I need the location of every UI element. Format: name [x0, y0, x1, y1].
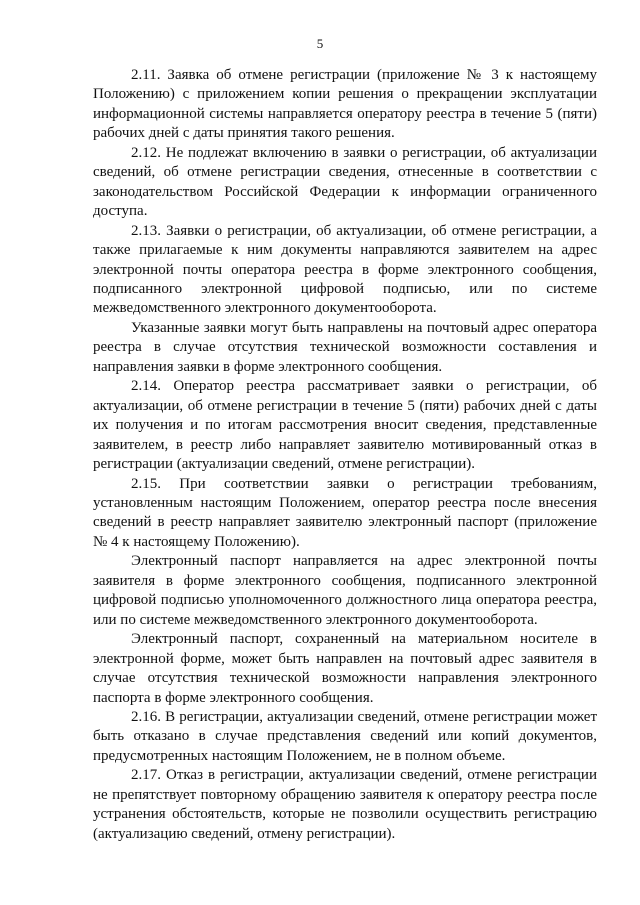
- paragraph-2-15-passport-media: Электронный паспорт, сохраненный на материальном носителе в электронной форме, может быть направлен на почтовый адрес заявителя в случае отсутствия технической возможности направления электронного паспорта в форме электронного сообщения.: [93, 631, 597, 706]
- paragraph-2-14: 2.14. Оператор реестра рассматривает заявки о регистрации, об актуализации, об отмене регистрации в течение 5 (пяти) рабочих дней с даты их получения и по итогам рассмотрения вносит сведения, представленные заявителем, в реестр либо направляет заявителю мотивированный отказ в регистрации (актуализации сведений, отмене регистрации).: [93, 378, 597, 473]
- paragraph-2-16: 2.16. В регистрации, актуализации сведений, отмене регистрации может быть отказано в случае представления сведений или копий документов, предусмотренных настоящим Положением, не в полном объеме.: [93, 708, 597, 764]
- document-body: [93, 66, 597, 844]
- paragraph-2-15-passport-delivery: Электронный паспорт направляется на адрес электронной почты заявителя в форме электронного сообщения, подписанного электронной цифровой подписью уполномоченного должностного лица оператора реестра, или по системе межведомственного электронного документооборота.: [93, 553, 597, 628]
- paragraph-2-12: 2.12. Не подлежат включению в заявки о регистрации, об актуализации сведений, об отмене регистрации сведения, отнесенные в соответствии с законодательством Российской Федерации к информации ограниченного доступа.: [93, 144, 597, 220]
- paragraph-2-11: 2.11. Заявка об отмене регистрации (приложение № 3 к настоящему Положению) с приложением копии решения о прекращении эксплуатации информационной системы направляется оператору реестра в течение 5 (пяти) рабочих дней с даты принятия такого решения.: [93, 67, 597, 142]
- page-number: 5: [316, 36, 324, 51]
- paragraph-2-17: 2.17. Отказ в регистрации, актуализации сведений, отмене регистрации не препятствует повторному обращению заявителя к оператору реестра после устранения обстоятельств, которые не позволили осуществить регистрацию (актуализацию сведений, отмену регистрации).: [93, 767, 597, 842]
- paragraph-2-15: 2.15. При соответствии заявки о регистрации требованиям, установленным настоящим Положением, оператор реестра после внесения сведений в реестр направляет заявителю электронный паспорт (приложение № 4 к настоящему Положению).: [93, 475, 597, 550]
- paragraph-2-13: 2.13. Заявки о регистрации, об актуализации, об отмене регистрации, а также прилагаемые к ним документы направляются заявителем на адрес электронной почты оператора реестра в форме электронного сообщения, подписанного электронной цифровой подписью, или по системе межведомственного электронного документооборота.: [93, 222, 597, 317]
- paragraph-2-13-continuation: Указанные заявки могут быть направлены на почтовый адрес оператора реестра в случае отсутствия технической возможности составления и направления заявки в форме электронного сообщения.: [93, 319, 597, 375]
